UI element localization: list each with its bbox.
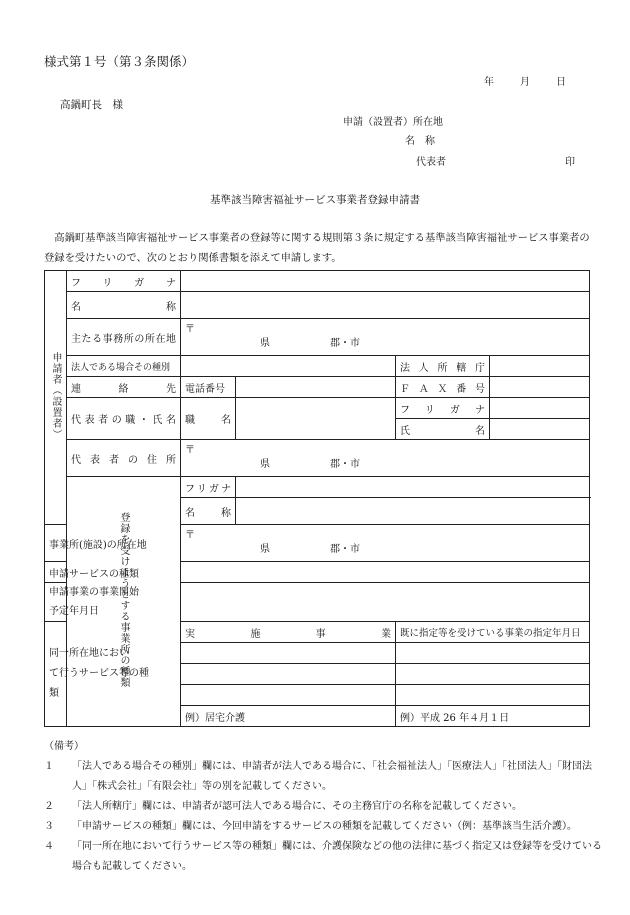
service-type-label: 申請サービスの種類 (45, 562, 67, 583)
business-row-1[interactable] (181, 643, 396, 664)
designated-row-3[interactable] (396, 685, 590, 706)
notes-heading: （備考） (44, 741, 84, 752)
office-section-label: 登録を受けようとする事業所の種類 (67, 477, 181, 727)
applicant-address-label: 申請（設置者）所在地 (343, 117, 443, 128)
facility-address-field[interactable]: 〒 県 郡・市 (181, 525, 590, 562)
rep-shimei-field[interactable] (490, 419, 590, 440)
furigana-label: フリガナ (67, 271, 181, 292)
rep-address-label: 代表者の住所 (67, 440, 181, 477)
rep-furigana-label: フリガナ (396, 398, 490, 419)
fax-label: ＦＡＸ番号 (396, 377, 490, 398)
notes-section (44, 737, 604, 877)
phone-field[interactable] (236, 377, 396, 398)
business-row-3[interactable] (181, 685, 396, 706)
start-date-label: 申請事業の事業開始 予定年月日 (45, 583, 67, 622)
contact-label: 連絡先 (67, 377, 181, 398)
office-address-label: 主たる事務所の所在地 (67, 319, 181, 356)
phone-label: 電話番号 (181, 377, 236, 398)
furigana-field[interactable] (181, 271, 590, 292)
service-type-field[interactable] (181, 562, 590, 583)
representative-label: 代表者 (416, 157, 446, 168)
office-address-field[interactable]: 〒 県 郡・市 (181, 319, 590, 356)
facility-address-label: 事業所(施設)の所在地 (45, 525, 67, 562)
corp-type-label: 法人である場合その種別 (67, 356, 181, 377)
position-field[interactable] (236, 398, 396, 440)
applicant-name-label: 名 称 (405, 136, 435, 147)
applicant-section-label: 申請者（設置者） (45, 271, 67, 525)
corp-authority-label: 法人所轄庁 (396, 356, 490, 377)
name-label: 名称 (67, 292, 181, 319)
col-designated-header: 既に指定等を受けている事業の指定年月日 (396, 622, 590, 643)
corp-type-field[interactable] (181, 356, 396, 377)
designated-row-1[interactable] (396, 643, 590, 664)
corp-authority-field[interactable] (490, 356, 590, 377)
start-date-field[interactable] (181, 583, 590, 622)
business-row-2[interactable] (181, 664, 396, 685)
intro-paragraph: 高鍋町基準該当障害福祉サービス事業者の登録等に関する規則第３条に規定する基準該当障害福祉サービス事業者の登録を受けたいので、次のとおり関係書類を添えて申請します。 (44, 232, 590, 264)
office-name-label: 名称 (181, 498, 236, 525)
document-title: 基準該当障害福祉サービス事業者登録申請書 (210, 194, 420, 206)
seal-mark: 印 (565, 157, 575, 168)
note-item: １ 「法人である場合その種別」欄には、申請者が法人である場合に、「社会福祉法人」「医療法人」「社団法人」「財団法人」「株式会社」「有限会社」等の別を記載してください。 (44, 761, 592, 792)
fax-field[interactable] (490, 377, 590, 398)
designated-row-2[interactable] (396, 664, 590, 685)
note-item: ３ 「申請サービスの種類」欄には、今回申請をするサービスの種類を記載してください（例：基準該当生活介護）。 (44, 821, 577, 832)
name-field[interactable] (181, 292, 590, 319)
col-business-header: 実施事業 (181, 622, 396, 643)
office-furigana-label: フリガナ (181, 477, 236, 498)
office-furigana-field[interactable] (236, 477, 590, 498)
application-form-table (44, 270, 590, 727)
note-item: ２ 「法人所轄庁」欄には、申請者が認可法人である場合に、その主務官庁の名称を記載してください。 (44, 801, 522, 812)
office-name-field[interactable] (236, 498, 590, 525)
business-example: 例）居宅介護 (181, 706, 396, 727)
date-field: 年 月 日 (484, 77, 574, 88)
rep-name-label: 代表者の職・氏名 (67, 398, 181, 440)
rep-furigana-field[interactable] (490, 398, 590, 419)
designated-example: 例）平成 26 年４月１日 (396, 706, 590, 727)
addressee: 高鍋町長 様 (60, 99, 123, 111)
rep-shimei-label: 氏名 (396, 419, 490, 440)
form-number: 様式第１号（第３条関係） (44, 54, 195, 69)
same-location-label: 同一所在地におい て行うサービス等の種 類 (45, 622, 67, 727)
position-label: 職 名 (181, 398, 236, 440)
rep-address-field[interactable]: 〒 県 郡・市 (181, 440, 590, 477)
note-item: ４ 「同一所在地において行うサービス等の種類」欄には、介護保険などの他の法律に基づく指定又は登録等を受けている場合も記載してください。 (44, 841, 602, 872)
